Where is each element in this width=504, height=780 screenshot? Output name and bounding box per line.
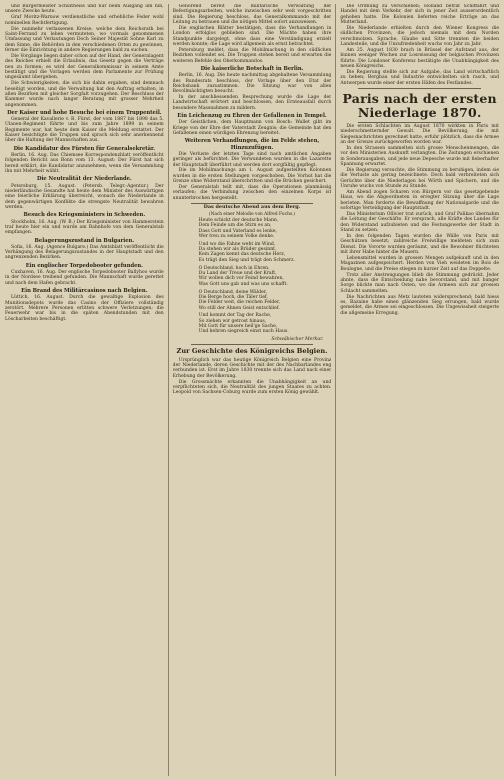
poem-line: Dem Feinde um die Stirn es an, — [198, 223, 272, 229]
poem-line: Die Berge hoch, die Täler tief, — [198, 294, 269, 300]
article-paragraph: Die Verluste der letzten Tage sind nach amtlichen Angaben geringer als befürchtet. Die Verwundeten wurden in die Lazarette der Hauptstadt überführt und werden dort sorgfältig gepflegt. — [172, 151, 332, 168]
poem-stanza — [199, 218, 332, 239]
column-divider — [335, 4, 336, 776]
poem-stanza — [199, 290, 332, 311]
article-paragraph: Die englischen Blätter bestätigen, dass die Verhandlungen in London erfolglos geblieben sind. Die Mächte haben ihre Standpunkte dargelegt, ohne dass eine Verständigung erzielt werden konnte; die Lage wird allgemein als ernst betrachtet. — [172, 25, 332, 47]
poem-stanza — [199, 242, 332, 263]
article-paragraph: Petersburg meldet, dass die Mobilmachung in den südlichen Bezirken vollendet sei. Die Truppen stehen bereit und erwarten die weiteren Befehle des Oberkommandos. — [172, 47, 332, 64]
article-paragraph: Das Ministerium Ollivier trat zurück, und Graf Palikao übernahm die Leitung der Geschäfte. Er versprach, alle Kräfte des Landes für den Widerstand aufzubieten und die Festungswerke der Stadt in Stand zu setzen. — [340, 212, 500, 234]
poem-body — [173, 218, 332, 335]
column-divider — [168, 4, 169, 776]
article-paragraph: Die Grossmächte erkannten die Unabhängigkeit an und verpflichteten sich, die Neutralität des jungen Staates zu achten. Leopold von Sachsen-Coburg wurde zum ersten König gewählt. — [172, 379, 332, 396]
article-paragraph: Cuxhaven, 16. Aug. Der englische Torpedobooter Ballyhoo wurde in der Nordsee treibend gefunden. Die Mannschaft wurde gerettet und nach dem Hafen gebracht. — [5, 270, 164, 286]
section-heading: Ein Brand des Militärcasinos nach Belgien. — [21, 288, 148, 295]
article-paragraph: Am 25. August 1830 brach in Brüssel der Aufstand aus, der binnen weniger Wochen zur Losreissung der belgischen Provinzen führte. Die Londoner Konferenz bestätigte die Unabhängigkeit des neuen Königreichs. — [340, 47, 500, 69]
column-3 — [340, 4, 499, 776]
poem-line: Und kehren siegreich einst nach Haus. — [198, 329, 289, 335]
article-paragraph: Die Vorgänge liegen daher schon auf der Hand, der Generalagent des Reiches erhielt die Erlaubnis, das Gesetz gegen die Verträge neu zu formen; es wird der Generalkommissar in seinem Amte bestätigt und die Vorlagen werden dem Parlamente zur Prüfung ungesäumt übergeben. — [5, 53, 164, 81]
article-paragraph: General der Kavallerie v. B. Fürst, der vom 1887 bis 1898 das 5. Ulanen-Regiment führte und bis zum Jahre 1899 in seinem Regimente war, hat heute dem Kaiser die Meldung erstattet. Der Kaiser besichtigte die Truppen und sprach sich sehr anerkennend über die Haltung der Mannschaften aus. — [5, 117, 164, 144]
poem-line: Du Land der Treue und der Kraft, — [198, 270, 277, 276]
article-paragraph: Der Geistlichen, dem Hauptmann von Bosch: Wallet gibt im Kriege von der Ehre der Vaterstadt Zeugnis; die Gemeinde hat den Gefallenen einen würdigen Ehrenzug bereitet. — [172, 120, 332, 137]
poem-signature: Schwäbischer Merkur. — [271, 337, 324, 343]
section-heading: Die Neutralität der Niederlande. — [36, 176, 132, 183]
feature-heading: Zur Geschichte des Königreichs Belgien. — [176, 347, 328, 356]
poem-line: Die Felder weit, die reichen Felder, — [198, 300, 281, 306]
article-paragraph: Die Ordnung zu verschieben; Holland betrat Schiffahrt und Handel mit dem Verkehr, der sich in jener Zeit ausserordentlich gehoben hatte. Die Kolonien lieferten reiche Erträge an das Mutterland. — [340, 4, 500, 26]
article-paragraph: Die Nachrichten aus Metz lauteten widersprechend; bald hiess es, Bazaine habe einen glänzenden Sieg errungen, bald wurde gemeldet, die Armee sei eingeschlossen. Die Ungewissheit steigerte die allgemeine Erregung. — [340, 294, 500, 316]
article-paragraph: Ursprünglich war das heutige Königreich Belgien eine Provinz der Niederlande, deren Geschichte mit der des Nachbarlandes eng verbunden ist. Erst im Jahre 1830 trennte sich das Land nach einer Erhebung der Bevölkerung. — [172, 357, 332, 379]
poem-line: Wo still der Ahnen Geist entschlief. — [198, 305, 280, 311]
article-paragraph: Die ersten Schlachten im August 1870 wirkten in Paris mit niederschmetternder Gewalt. Die Bevölkerung, die mit Siegesnachrichten gerechnet hatte, erfuhr plötzlich, dass die Armee an der Grenze zurückgeworfen worden war. — [340, 124, 500, 146]
article-paragraph: In den Strassen sammelten sich grosse Menschenmengen, die vor den Ministerien Auskunft verlangten. Die Zeitungen erschienen in Sonderausgaben, und jede neue Depesche wurde mit fieberhafter Spannung erwartet. — [340, 146, 500, 168]
article-paragraph: Die Niederlande erhielten durch den Wiener Kongress die südlichen Provinzen, die jedoch niemals mit dem Norden verschmolzen. Sprache, Glaube und Sitte trennten die beiden Landesteile, und die Unzufriedenheit wuchs von Jahr zu Jahr. — [340, 25, 500, 47]
section-heading: Der Kaiser und hohe Besuche bei einem Truppenteil. — [7, 109, 162, 116]
poem-line: Heute schickt der deutsche Mann, — [198, 217, 279, 223]
article-paragraph: Petersburg, 15. August. (Petersb. Telegr.-Agentur.) Der niederländische Gesandte hat heute dem Minister des Auswärtigen eine feierliche Erklärung überreicht, wonach die Niederlande in dem gegenwärtigen Konflikte die strengste Neutralität bewahren werden. — [5, 183, 164, 210]
article-paragraph: Am Abend zogen Scharen von Bürgern vor das gesetzgebende Haus, wo die Abgeordneten in erregter Sitzung über die Lage berieten. Man forderte die Bewaffnung der Nationalgarde und die sofortige Verteidigung der Hauptstadt. — [340, 190, 500, 212]
poem-line: O Deutschland, deine Wälder, — [198, 289, 267, 295]
article-paragraph: Die nunmehr verlassenen Kreise, welche dem Reichsrath bei Saint-Ferrand zu leben vermuteten, wo vormals genommenen Umfassung und Verlautungen Doch Seiner Majestät Sohne Karl zu dem Sinne, die Behörden in den verschiedenen Orten zu gewinnen, ferner die Einrichtung in andere Regierungen bald zu suchen. — [5, 26, 164, 53]
poem-line: Wer treu zu seinem Volke denke. — [198, 233, 275, 239]
poem-line: Dass Gott und Vaterland es lenke, — [198, 228, 277, 234]
article-paragraph: Die im Mobilmachungs am 1. August aufgestellten Kolonnen wurden in die ersten Stellungen vorgeschoben. Die Vorhut hat die Grenze ohne Widerstand überschritten und die Brücken gesichert. — [172, 168, 332, 185]
article-paragraph: Lebensmittel wurden in grossen Mengen aufgekauft und in den Magazinen aufgespeichert. Herden von Vieh weideten im Bois de Boulogne, und die Preise stiegen in kurzer Zeit auf das Doppelte. — [340, 255, 500, 272]
section-heading: Belagerungszustand in Bulgarien. — [34, 237, 135, 244]
section-rule — [358, 88, 481, 89]
article-paragraph: Berlin, 16. Aug. Das Chiemsee Korrespondenzblatt veröffentlicht folgenden Bericht aus Bonn vom 13. August: Der Fürst hat sich bereit erklärt, die Kandidatur anzunehmen, wenn die Versammlung ihn mit Mehrheit wählt. — [5, 153, 164, 175]
poem-line: Was Gott uns gab und was uns schafft. — [198, 281, 288, 287]
poem-subtitle: (Nach einer Melodie von Alfred Fuchs.) — [208, 211, 296, 217]
poem-line: Und wo die Fahne weht im Wind, — [198, 241, 276, 247]
feature-headline: Paris nach der ersten Niederlage 1870. — [342, 90, 497, 120]
article-paragraph: Trotz aller Anstrengungen blieb die Stimmung gedrückt. Jeder ahnte, dass die Entscheidung nahe bevorstand, und mit banger Sorge blickte man nach Osten, wo die Armeen sich zur grossen Schlacht sammelten. — [340, 272, 500, 294]
article-paragraph: und Bürgermeister Schultheiss und nur beim Ausgang um hin, unsere Zwecke heute. — [5, 4, 164, 15]
section-heading: Ein englischer Torpedobooter gefunden. — [25, 262, 143, 269]
article-paragraph: Die Regierung stellte sich zur Aufgabe, das Land wirtschaftlich zu heben; Bergbau und Industrie entwickelten sich rasch, und Antwerpen wurde einer der ersten Häfen des Festlandes. — [340, 69, 500, 86]
article-paragraph: Sofia, 16. Aug. (Agence Bulgare.) Das Amtsblatt veröffentlicht die Verhängung des Belagerungszustandes in der Hauptstadt und den angrenzenden Bezirken. — [5, 244, 164, 261]
poem-line: Mit Gott für unsere heil'ge Sache, — [198, 324, 278, 330]
section-rule — [358, 122, 481, 123]
section-heading: Ein Leichenzug zu Ehren der Gefallenen in Tempel. — [177, 113, 327, 120]
poem-stanza — [199, 266, 332, 287]
column-2 — [173, 4, 332, 776]
article-paragraph: Graf Moritz-Warnow verdienstliche und erhebliche Feder wohl nominellen Rechtfertigung. — [5, 15, 164, 26]
article-paragraph: Die Regierung versuchte, die Stimmung zu beruhigen, indem sie die Verluste als gering bezeichnete. Doch bald verbreiteten sich Gerüchte über die Niederlagen bei Wörth und Spichern, und die Unruhe wuchs von Stunde zu Stunde. — [340, 168, 500, 190]
poem-line: So ziehen wir getrost hinaus, — [198, 318, 267, 324]
poem-line: Kein Zagen kennt das deutsche Herz, — [198, 252, 286, 258]
section-heading: Die kaiserliche Botschaft in Berlin. — [200, 65, 304, 72]
section-heading: Besuch des Kriegsministers in Schweden. — [23, 212, 146, 219]
section-rule — [191, 344, 314, 345]
poem-line: Wir wollen dich vor Feind bewahren, — [198, 276, 284, 282]
article-paragraph: Stockholm, 16. Aug. (W. B.) Der Kriegsminister von Hammerstein traf heute hier ein und wurde am Bahnhofe von dem Generalstab empfangen. — [5, 219, 164, 236]
column-1 — [5, 4, 164, 776]
article-paragraph: In der anschliessenden Besprechung wurde die Lage der Landwirtschaft erörtert und beschlossen, den Ernteausfall durch besondere Massnahmen zu mildern. — [172, 95, 332, 111]
article-paragraph: Berlin, 16. Aug. Die heute nachmittag abgehaltene Versammlung des Bundesrats beschloss, der Vorlage über den Etat der Reichsbank zuzustimmen. Die Sitzung war von allen Bevollmächtigten besucht. — [172, 73, 332, 95]
article-paragraph: Der Generalstab teilt mit, dass die Operationen planmässig verlaufen; die Verbindung zwischen den einzelnen Korps ist ununterbrochen hergestellt. — [172, 185, 332, 201]
poem-line: Es trägt den Sieg und trägt den Schmerz. — [198, 257, 295, 263]
section-heading: Die Kandidatur des Fürsten für Generalsekretär. — [13, 145, 156, 152]
section-heading: Weiteren Verhandlungen, die im Felde stehen, Hinzuzufügen. — [184, 138, 320, 151]
article-paragraph: Die Schwierigkeiten, die sich bis dahin ergaben, sind demnach beseitigt worden, und die Verwaltung hat den Auftrag erhalten, in allen Bezirken mit gleicher Sorgfalt vorzugehen. Der Beschluss der Kammer wurde nach langer Beratung mit grosser Mehrheit angenommen. — [5, 81, 164, 108]
article-paragraph: Gehörend bereit die militärische Verwaltung der Befestigungsarbeiten, welche inzwischen sehr weit vorgeschritten sind. Die Regierung beschloss, das Generalkommando mit der Leitung zu betrauen und die nötigen Mittel sofort anzuweisen. — [172, 4, 332, 26]
poem-title: Das deutsche Abend aus dem Berg. — [203, 204, 301, 211]
article-paragraph: Lüttich, 16. August. Durch die gewaltige Explosion des Munitionsdepots wurde das Casino der Offiziere vollständig zerstört. Mehrere Personen erlitten schwere Verletzungen; die Feuerwehr war bis in die späten Abendstunden mit den Löscharbeiten beschäftigt. — [5, 295, 164, 322]
poem-line: Da stehen wir als Brüder gesinnt, — [198, 247, 277, 253]
poem-line: O Deutschland, hoch in Ehren, — [198, 265, 270, 271]
poem-line: Und kommt der Tag der Rache, — [198, 313, 272, 319]
article-paragraph: In den folgenden Tagen wurden die Wälle von Paris mit Geschützen besetzt; zahlreiche Freiwillige meldeten sich zum Dienst. Die Vororte wurden geräumt, und die Bewohner flüchteten mit ihrer Habe hinter die Mauern. — [340, 233, 500, 255]
poem-stanza — [199, 313, 332, 334]
